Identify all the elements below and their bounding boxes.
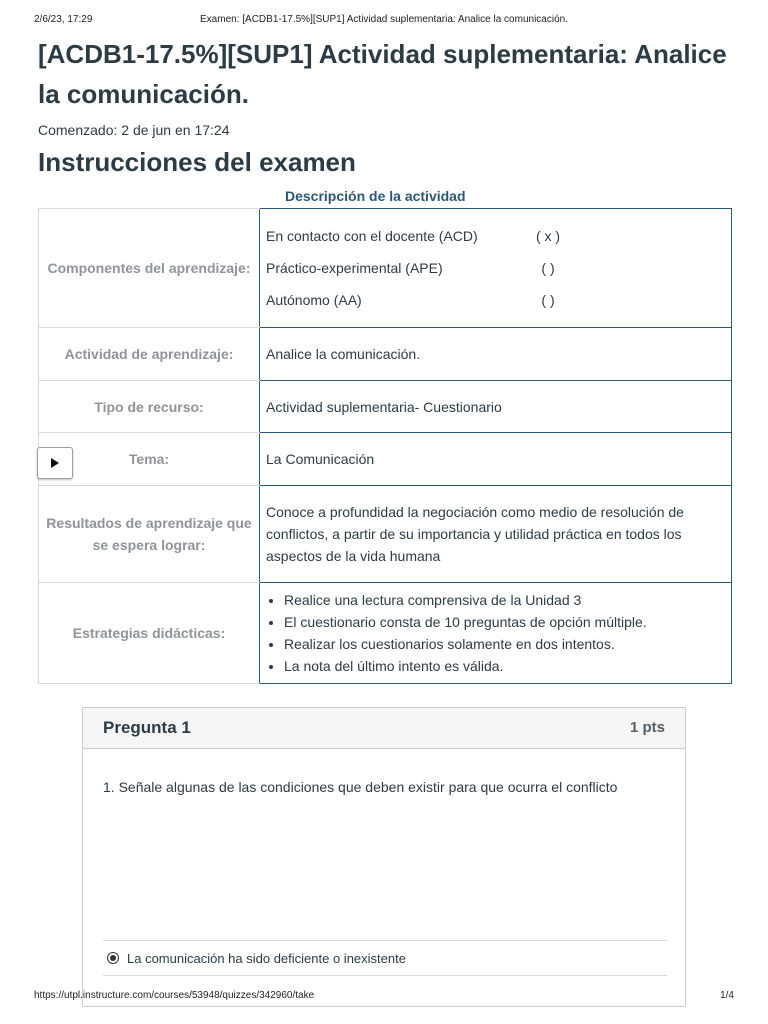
question-points: 1 pts xyxy=(629,719,665,736)
description-caption: Descripción de la actividad xyxy=(285,188,466,204)
table-row xyxy=(39,583,732,684)
play-icon xyxy=(51,458,59,468)
print-footer xyxy=(34,990,734,1004)
results-label: Resultados de aprendizaje que se espera lograr: xyxy=(39,486,260,583)
component-name: Práctico-experimental (APE) xyxy=(266,260,443,276)
component-name: Autónomo (AA) xyxy=(266,292,362,308)
print-header xyxy=(34,14,734,32)
print-doc-title: Examen: [ACDB1-17.5%][SUP1] Actividad suplementaria: Analice la comunicación. xyxy=(200,14,568,25)
print-date: 2/6/23, 17:29 xyxy=(34,14,93,25)
answer-label: La comunicación ha sido deficiente o inexistente xyxy=(127,950,406,966)
print-url: https://utpl.instructure.com/courses/53948/quizzes/342960/take xyxy=(34,990,315,1001)
started-timestamp: Comenzado: 2 de jun en 17:24 xyxy=(38,122,230,138)
components-value xyxy=(260,209,732,328)
component-item xyxy=(266,252,725,284)
topic-value: La Comunicación xyxy=(260,433,732,486)
play-button[interactable] xyxy=(37,447,73,479)
list-item: • Realizar los cuestionarios solamente en dos intentos. xyxy=(284,633,725,655)
results-value: Conoce a profundidad la negociación como medio de resolución de conflictos, a partir de su importancia y utilidad práctica en todos los aspectos de la vida humana xyxy=(260,486,732,583)
component-mark: ( ) xyxy=(541,260,555,276)
strategies-value xyxy=(260,583,732,684)
question-header xyxy=(83,708,685,749)
activity-description-table xyxy=(38,208,732,684)
resource-label: Tipo de recurso: xyxy=(39,381,260,433)
component-mark: ( ) xyxy=(541,292,555,308)
question-text: 1. Señale algunas de las condiciones que deben existir para que ocurra el conflicto xyxy=(103,779,618,795)
component-mark: ( x ) xyxy=(535,228,561,244)
table-row xyxy=(39,486,732,583)
table-row xyxy=(39,433,732,486)
print-page-number: 1/4 xyxy=(720,990,734,1001)
component-item xyxy=(266,220,725,252)
list-item: • El cuestionario consta de 10 preguntas de opción múltiple. xyxy=(284,611,725,633)
topic-label: Tema: xyxy=(39,433,260,486)
table-row xyxy=(39,381,732,433)
answer-option[interactable] xyxy=(103,940,667,976)
resource-value: Actividad suplementaria- Cuestionario xyxy=(260,381,732,433)
strategies-list xyxy=(266,589,725,677)
strategies-label: Estrategias didácticas: xyxy=(39,583,260,684)
components-label: Componentes del aprendizaje: xyxy=(39,209,260,328)
instructions-heading: Instrucciones del examen xyxy=(38,147,356,177)
table-row xyxy=(39,209,732,328)
question-card xyxy=(82,707,686,1007)
question-name: Pregunta 1 xyxy=(103,718,191,737)
component-item xyxy=(266,284,725,316)
table-row xyxy=(39,328,732,381)
quiz-content xyxy=(38,34,732,180)
radio-selected-icon[interactable] xyxy=(107,952,119,964)
list-item: • La nota del último intento es válida. xyxy=(284,655,725,677)
quiz-title: [ACDB1-17.5%][SUP1] Actividad suplementaria: Analice la comunicación. xyxy=(38,39,727,109)
activity-value: Analice la comunicación. xyxy=(260,328,732,381)
component-name: En contacto con el docente (ACD) xyxy=(266,228,478,244)
activity-label: Actividad de aprendizaje: xyxy=(39,328,260,381)
list-item: • Realice una lectura comprensiva de la Unidad 3 xyxy=(284,589,725,611)
